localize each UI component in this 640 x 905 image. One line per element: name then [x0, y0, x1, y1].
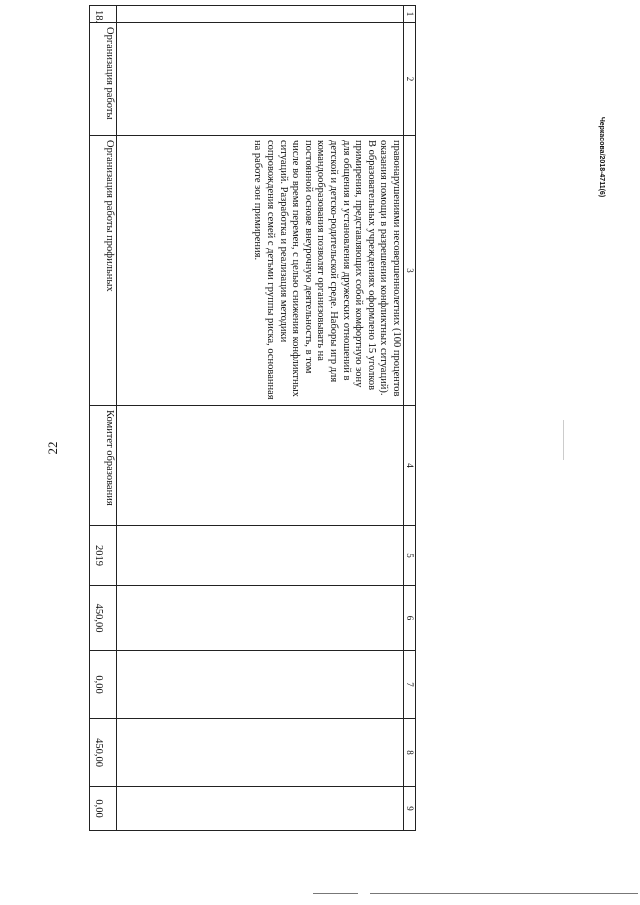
header-col-8: 8: [404, 719, 416, 787]
header-col-6: 6: [404, 586, 416, 651]
bottom-rule-left: [313, 893, 358, 894]
header-col-3: 3: [404, 136, 416, 406]
row18-total: 450,00: [90, 586, 117, 651]
header-col-9: 9: [404, 787, 416, 831]
row17-fed: [117, 651, 404, 719]
row18-number: 18.: [90, 6, 117, 23]
row18-name: Организация работы: [90, 23, 117, 136]
header-col-7: 7: [404, 651, 416, 719]
rotated-table-frame: [94, 5, 416, 830]
measures-table: [89, 5, 416, 831]
table-row: [90, 6, 117, 831]
table-container: [94, 5, 416, 830]
table-row: [117, 6, 404, 831]
header-col-5: 5: [404, 526, 416, 586]
bottom-rule-right: [370, 893, 638, 894]
header-row: [404, 6, 416, 831]
row18-regional: 450,00: [90, 719, 117, 787]
row17-other: [117, 787, 404, 831]
row17-regional: [117, 719, 404, 787]
row17-name: [117, 23, 404, 136]
scan-mark: [563, 420, 564, 460]
row17-number: [117, 6, 404, 23]
row17-executor: [117, 406, 404, 526]
row17-description: правонарушениями несовершеннолетних (100 процентов оказания помощи в разрешении конфликтных ситуаций). В образовательных учреждениях оформлено 15 уголков примирения, представляющих собой комфортную зону для общения и установления дружеских отношений в детской и детско-родительской среде. Наборы игр для командообразования позволят организовывать на постоянной основе внеурочную деятельность, в том числе во время перемен, с целью снижения конфликтных ситуаций. Разработка и реализация методики сопровождения семей с детьми группы риска, основанная на работе зон примирения.: [117, 136, 404, 406]
row18-other: 0,00: [90, 787, 117, 831]
header-col-4: 4: [404, 406, 416, 526]
footer-code: Черкасова/2018-4711(6): [598, 116, 605, 198]
header-col-2: 2: [404, 23, 416, 136]
row18-executor: Комитет образования: [90, 406, 117, 526]
header-col-1: 1: [404, 6, 416, 23]
page-number: 22: [45, 441, 60, 455]
row18-description: Организация работы профильных: [90, 136, 117, 406]
row18-fed: 0,00: [90, 651, 117, 719]
row17-total: [117, 586, 404, 651]
row17-year: [117, 526, 404, 586]
row18-year: 2019: [90, 526, 117, 586]
